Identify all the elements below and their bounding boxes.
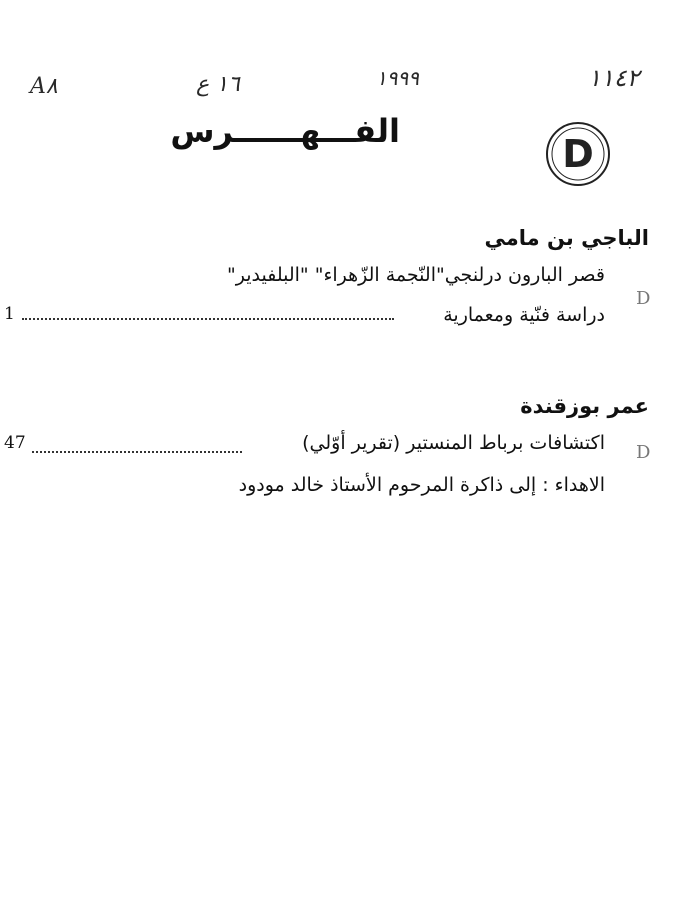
dot-leader — [32, 451, 242, 453]
d-stamp-logo — [544, 120, 612, 188]
page-number: 47 — [4, 433, 26, 453]
entry-title-line: قصر البارون درلنجي"النّجمة الزّهراء" "البلفيدير" — [227, 264, 605, 286]
entry-mark: D — [636, 442, 651, 463]
handwritten-note-left: A٨ — [30, 74, 58, 99]
entry-mark: D — [636, 288, 651, 309]
svg-text:D: D — [562, 132, 594, 176]
author-name: الباجي بن مامي — [484, 226, 649, 250]
dot-leader — [22, 318, 394, 320]
entry-title-line: اكتشافات برباط المنستير (تقرير أوّلي) — [302, 432, 605, 454]
handwritten-note-middle: ١٦ ع — [196, 72, 240, 97]
page-title: الفـــهــــــرس — [170, 112, 400, 150]
handwritten-year: ١٩٩٩ — [376, 66, 419, 90]
entry-dedication-line: الاهداء : إلى ذاكرة المرحوم الأستاذ خالد مودود — [238, 474, 605, 496]
author-name: عمر بوزقندة — [520, 394, 649, 418]
handwritten-reference: ١١٤٢ — [588, 64, 640, 92]
entry-title-line: دراسة فنّية ومعمارية — [443, 304, 605, 326]
page-number: 1 — [4, 304, 15, 324]
